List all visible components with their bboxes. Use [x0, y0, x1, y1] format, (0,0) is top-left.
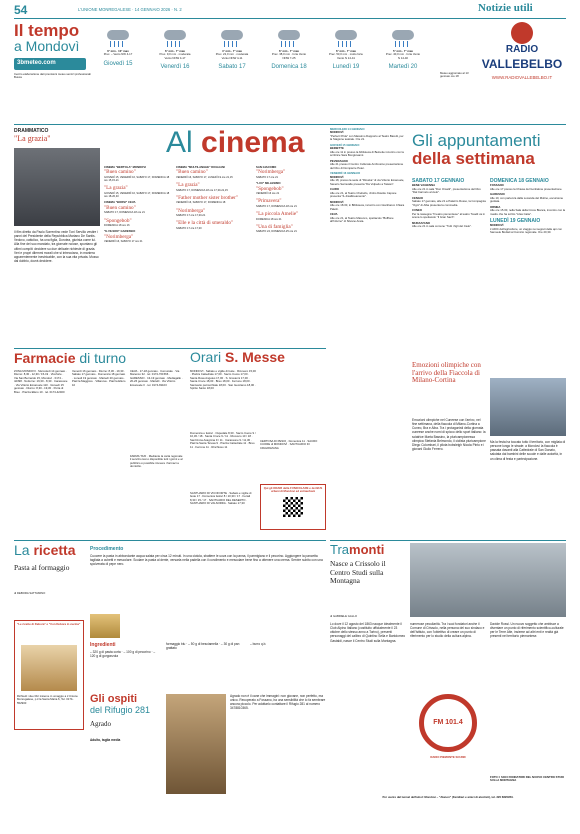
header-rule	[14, 18, 566, 19]
masses-col-a: MONDOVÌ · Sabato e vigilie di feste · Ricovero 15,00 · Piazza Cattedrale 17,00 · Sacro Cuore 17,00 · Santa Rosa Angeles 17,00 · S. Giovanni 17,00 · Santa Croce 18,00 · Breo 18,00 · Ferrone 18,00 · Santuario parrocchiale 18,00 · San Gerolamo 18,00 · Spirito Santo 18,00	[190, 370, 256, 391]
paper-line: L'UNIONE MONREGALESE · 14 GENNAIO 2026 · N. 2	[78, 7, 182, 12]
weather-title-b: a Mondovì	[14, 38, 80, 54]
radio-vallebelbo-ad	[478, 22, 566, 90]
tramonti-headline: Nasce a Crissolo il Centro Studi sulla Montagna	[330, 559, 386, 586]
pharmacies-title: Farmacie di turno	[14, 350, 127, 366]
weather-day-3: 4° min · 7° max Prec. 22,0 mm · moderata Vento NNW 4-11 Sabato 17	[214, 24, 250, 116]
rifugio-title: Gli ospiti del Rifugio 281 Agrado Adulto, taglia media	[90, 693, 151, 743]
tramonti-photo	[410, 543, 566, 617]
weather-title-a: Il tempo	[14, 21, 80, 40]
events-title: Gli appuntamenti della settimana	[412, 131, 541, 168]
film-item: "Una di famiglia" SABATO 24, DOMENICA 25 ore 21	[256, 223, 297, 234]
masses-col-c: SANTUARIO DI VICOFORTE · Sabato e vigilie di feste 17 · Domenica festivi 8 / 10,30 / 17 · Feriali 8,30 / 15 / 17 · SANTUARIO DEL DESERTO · SANTUARIO DI VALSORDA · Sabato 17,30	[190, 492, 252, 506]
rain-cloud-icon	[333, 26, 359, 48]
page-header	[0, 0, 580, 18]
recipe-book-box: "Le ricette di Debora" e "Con Debora in cucina" Richiedi i due libri insieme in omaggio a L'Unione Monregalese, p.zza Santa Maria 6, Tel. 0174-552900	[14, 620, 84, 730]
olympics-text-a: Emozioni olimpiche nel Cuneese con l'arrivo, nel fine settimana, della fiaccola di Milano-Cortina a Cuneo, Bra e Alba. Tra i protagonisti della giornata cuneese anche nomi di spicco dello sport italiano: la sciatrice Marta Bassino, la pluricampionessa olimpica Stefania Belmondo, il ciclista pluricampione Diego Colombari, il pilota bobsleigh Nicola Pinto e i giovani Giulio Ferrero.	[412, 418, 486, 452]
weather-update-note: Meteo aggiornato al 13 gennaio ore 18	[440, 71, 469, 79]
events-col-2: SABATO 17 GENNAIO BENE VAGIENNA Alle ore 21 in sala "Don Orsatti", presentazione del libro "Dal Carmelo al cielo". CENGIO Sabato 17 gennaio, alle 21 a Palazzo Rosso, la Compagnia "Ogni" di Alba presenta la commedia. CUNEO Per la rassegna "Il teatro piemontese" al teatro Toselli va in scena lo spettacolo "Il Gran Sach". MURAZZANO Alle ore 21 in sala comune "Tutti i figli del Cielo".	[412, 178, 486, 229]
pharmacies-col-b: Venerdì 16 gennaio · Diurno: 8,30 - 19,30 · Sabato 17 gennaio · Domenica 18 gennaio · Lunedì 19 gennaio · Martedì 20 gennaio · Piazza Maggiore · Villanova · Piazza Ellero 10	[72, 370, 126, 387]
recipe-dish: Pasta al formaggio	[14, 563, 70, 572]
tramonti-rule	[330, 540, 566, 541]
book-cover-photo	[21, 645, 77, 691]
drama-kicker: DRAMMATICO	[14, 128, 49, 134]
ingredients-c: – burro q.b.	[250, 642, 267, 646]
qr-code-icon	[283, 497, 303, 517]
rain-cloud-icon	[105, 26, 131, 48]
alanon-note: Per uscire dal tunnel dell'alcol: Mondovì – "Alanon" (Familiari e amici di alcolisti), tel. 320 6820953.	[382, 795, 514, 799]
procedure-title: Procedimento	[90, 546, 124, 552]
ingredients-b: formaggio blu · – 50 g di besciamella · – 30 g di pan grattato	[166, 642, 240, 651]
pharmacies-col-a: ZONA MONDOVÌ · Mercoledì 14 gennaio · Diurno: 8,30 - 12,30 / 15-19 · Vicoforte · Via San Bernardo 15, Mondovì · 0174 - 42398 · Notturno: 19,30 - 8,30 · Carassone · Via Vittorio Emanuele 110 · Giovedì 15 gennaio · Diurno: 8,30 - 19,30 · Porta di Breo · Piazza Ellero 10 · tel. 0174-42460	[14, 370, 68, 394]
recipe-rule	[14, 540, 326, 541]
film-item: "Father mother sister brother" VENERDÌ 16, SABATO 17, DOMENICA 18	[176, 194, 239, 205]
tramonti-byline: di GABRIELE GALLO	[330, 614, 358, 618]
weather-day-6: 5° min · 7° max Prec. 40,0 mm · forte Vento N 14-40 Martedì 20	[385, 24, 421, 116]
weather-day-5: 6° min · 7° max Prec. 53,0 mm · molto forte Vento N 14-41 Lunedì 19	[328, 24, 364, 116]
film-item: "La piccola Amelie" DOMENICA 18 ore 21	[256, 211, 299, 221]
recipe-author: di DEBORA SATTAMINO	[14, 591, 46, 595]
events-col-1: MERCOLEDÌ 14 GENNAIO MONDOVÌ "Perfect Pride" con Massimo Dapporto al Teatro Baretti, per la Stagione teatrale. Ore 21. GIOVEDÌ 15 GENNAIO BEINETTE Alle ore 11 in presso la biblioteca di Beinette incontro con la scrittrice Sara Bongiovanni. PEVERAGNO Alle 21 presso il Centro Culturale Ambrosino presentazione del libro di Dompierre Peter. VENERDÌ 16 GENNAIO MONDOVÌ Alle 18, presso la sede di "Rinalva" di via Vittorio Emanuele, Saverio Serravalle presenta "Da Volpedo a Taiwan". CAIRO Alle ore 21, al Teatro Chebello, Jimbo Davide Capone presenta "IL disallineamento". MONDOVÌ Alle ore 18.30, in Biblioteca, incontro con Gianfranco Chiara Paletti. CEVA Alle ore 21, al Teatro Marenco, spettacolo "Bufflone all'Inferno" di Silvano Arata.	[330, 128, 405, 224]
cinema-col-2: CINEMA "MULTILANGHE" DOGLIANI "Buen camino" VENERDÌ 16, SABATO 17, LUNEDÌ 19 ore 21,15 "La grazia" SABATO 17, DOMENICA 18 ore 17,30-21,15 "Father mother sister brother" VENERDÌ 16, SABATO 17, DOMENICA 18 "Norimberga" SABATO 17 ore 17,30-21 "Elle e la città di smeraldo" SABATO 17 ore 17,30	[176, 166, 252, 346]
olympics-photo	[490, 378, 566, 436]
film-item: "Buen camino" VENERDÌ 16, SABATO 17, LUNEDÌ 19 ore 21,15	[176, 169, 233, 179]
bus-box[interactable]: Qui gli ORARI della FUNICOLARE e dei BUS urbani di Mondovì ed extraurbani	[260, 484, 326, 530]
masses-title: Orari S. Messe	[190, 349, 285, 365]
drama-text: Il film diretto da Paolo Sorrentino vede Toni Servillo vestire i panni del Presidente della Repubblica Mariano De Santis. Vedovo, cattolico, ha una figlia, Dorotea, giurista come lui. Alla fine del suo mandato, tra giornate noiose, spuntano gli ultimi compiti: decidere su due delicate richieste di grazia. Veri e propri dilemmi morali che si intrecciano, in maniera apparentemente inestricabile, con la sua vita privata. Mosso dal dubbio, dovrà decidere.	[14, 230, 99, 264]
film-item: "Norimberga" SABATO 17 ore 21	[256, 169, 286, 179]
rain-cloud-icon	[219, 26, 245, 48]
weather-note: Centro elaborazione dati previsioni meteo servizi professionali Busca	[14, 71, 91, 80]
weather-title	[14, 22, 94, 80]
olympics-text-b: Ma la festa ha toccato tutto il territorio, con migliaia di persone lungo le strade: a Mondovì la fiaccola è passata davanti alla Cattedrale di San Donato, salutata dai bambini delle scuole e dalle autorità, in un clima di festa e partecipazione.	[490, 440, 566, 461]
cinema-title: Al cinema	[166, 126, 305, 159]
weather-site: 3bmeteo.com	[14, 58, 86, 70]
film-item: "Spongebob" VENERDÌ 16 ore 21	[256, 185, 284, 196]
weather-day-1: 6° min · 10° max Prec. – Vento NW 4-17 Giovedì 15	[100, 24, 136, 116]
masses-col-b: Domenica e festivi · Ospedale 8,30 · Sacro Cuore 9 / 10,30 / 18 · Santa Croce 9 / 11 · Ricovero 10 / 18 · Sant'Anna Avagnina 9 / 11 · Carassone 9 / 11,30 · Piazza Santa Teresa 9 · Piazza Cattedrale 11 · Breo 11 · Ferrone 11 · Rinchiuso 11	[190, 432, 256, 449]
ingredients-title: Ingredienti	[90, 642, 116, 648]
film-item: "Elle e la città di smeraldo" SABATO 17 ore 17,30	[176, 220, 234, 230]
film-item: "La grazia" SABATO 17, DOMENICA 18 ore 17,30-21,15	[176, 182, 228, 192]
pharmacies-col-d: FARMA TAXI · Mediante la carta regionale il servizio taxi è disponibile tutti i giorni e al pubblico è possibile ricevere i farmaci a domicilio.	[130, 455, 183, 469]
radio-url[interactable]: WWW.RADIOVALLEBELBO.IT	[491, 74, 553, 80]
tramonti-text-b: numerose peculiarità. Tra i suoi fondatori anche il Comune di Crissolo, nella persona del suo sindaco e dell'Istituto, con l'obiettivo di creare un punto di riferimento per lo studio della cultura alpina.	[410, 622, 485, 639]
film-item: "Buen camino" SABATO 17, DOMENICA 18 ore 21	[104, 204, 145, 215]
film-item: "Primavera" SABATO 17, DOMENICA 18 ore 21	[256, 198, 297, 208]
film-item: "Buen camino" GIOVEDÌ 15, VENERDÌ 16, SABATO 17, DOMENICA 18 ore 15,15-21	[104, 169, 170, 183]
radio-name-a: RADIO	[505, 44, 539, 55]
section-name: Notizie utili	[478, 2, 533, 14]
radio-piemonte-ad: FM 101.4 RADIO PIEMONTE SOUND	[410, 690, 486, 790]
weather-day-2: 6° min · 7° max Prec. 9,0 mm · moderata Vento NNW 4-17 Venerdì 16	[157, 24, 193, 116]
cinema-col-1: CINEMA "BERTOLA" MONDOVÌ "Buen camino" GIOVEDÌ 15, VENERDÌ 16, SABATO 17, DOMENICA 18 ore 15,15-21 "La grazia" GIOVEDÌ 15, VENERDÌ 16, SABATO 17, DOMENICA 18 ore 18-20,40 CINEMA "BORSI" CEVA "Buen camino" SABATO 17, DOMENICA 18 ore 21 "Spongebob" DOMENICA 18 ore 16 "E.VILSON" GARESSIO "Norimberga" VENERDÌ 16, SABATO 17 ore 21	[104, 166, 170, 244]
pharmacies-col-c: CEVA · 17-18 gennaio · Comunale · Via Marenco 32 · tel. 0174-701566 · GARESSIO · 13-19 gennaio · Mediagallo · 20-26 gennaio · Martelli · Via Vittorio Emanuele II · tel. 0174-81103	[130, 370, 183, 387]
weather-day-4: 6° min · 7° max Prec. 38,0 mm · forte Vento NNW 7-25 Domenica 18	[271, 24, 307, 116]
tramonti-title: Tramonti	[330, 542, 385, 557]
rain-cloud-icon	[162, 26, 188, 48]
film-item: "Norimberga" VENERDÌ 16, SABATO 17 ore 21	[104, 233, 143, 244]
cinema-col-3: SAN GIACOMO "Norimberga" SABATO 17 ore 21 "LUX" MILLESIMO "Spongebob" VENERDÌ 16 ore 21 "Primavera" SABATO 17, DOMENICA 18 ore 21 "La piccola Amelie" DOMENICA 18 ore 21 "Una di famiglia" SABATO 24, DOMENICA 25 ore 21	[256, 166, 326, 346]
ingredients-a: – 320 g di pasta corta · – 100 g di pecorino · – 120 g di gorgonzola	[90, 650, 156, 659]
procedure-text: Cuocere la pasta in abbondante acqua salata per circa 12 minuti. In una ciotola, sbattere le uova con la panna, il parmigiano e il pecorino. Aggiungere la pancetta tagliata a cubetti e mescolare. Scolare la pasta al dente, versarla nella padella con il condimento e mescolare bene fino a ottenere una crema. Servire subito con una spolverata di pepe nero.	[90, 554, 323, 567]
recipe-title: La ricetta	[14, 542, 76, 558]
tramonti-text-c: Davide Rossi. Un nuovo soggetto che ambisce a diventare un punto di riferimento scientifico-culturale per le Terre Alte, insieme ad altri enti e realtà già presenti nel territorio piemontese.	[490, 622, 564, 639]
rain-cloud-icon	[390, 26, 416, 48]
tramonti-footer: FOTO: I SOCI FONDATORI DEL NUOVO CENTRO STUDI SULLA MONTAGNA	[490, 775, 565, 783]
radio-logo-icon	[511, 22, 533, 44]
tramonti-text-a: Lo dove il 12 agosto del 1863 nacque idealmente il Club Alpino Italiano (costituito ufficialmente il 23 ottobre dello stesso anno a Torino), presenti personaggi del calibro di Quintino Sella e Bartolomeo Gastaldi, nasce il Centro Studi sulla Montagna.	[330, 622, 406, 643]
film-item: "Norimberga" SABATO 17 ore 17,30-21	[176, 207, 206, 218]
rifugio-dog-photo	[166, 694, 226, 794]
radio-piemonte-logo-icon: FM 101.4	[419, 694, 477, 752]
drama-title: "La grazia"	[14, 134, 51, 144]
page-number: 54	[14, 3, 28, 17]
weather-rule	[14, 124, 566, 125]
rifugio-text: Agrado non è il cane che immagini: non giovane, non perfetto, ma unico. Recuperato a Fossano, ha una sensibilità che lo fa sembrare ancora piccolo. Per adottarlo contattare il Rifugio 281 al numero 3478810365.	[230, 694, 326, 711]
olympics-title: Emozioni olimpiche con l'arrivo della Fiaccola di Milano-Cortina	[412, 361, 481, 385]
radio-name-b: VALLEBELBO	[481, 56, 563, 71]
film-item: "La grazia" GIOVEDÌ 15, VENERDÌ 16, SABATO 17, DOMENICA 18 ore 18-20,40	[104, 185, 170, 199]
events-col-3: DOMENICA 18 GENNAIO FOSSANO Alle ore 17 presso la Chiesa del Gonfalone presentazione. GARESSIO Alle 10, con partenza dalla Locanda del Mulino, escursione guidata. ORMEA Alle ore 15.30, nella Sala della Croce Bianca, incontro con la madre che ha scritto "Lilas Catie". LUNEDÌ 19 GENNAIO MONDOVÌ L'ADIC dell'agricoltore, un viaggio nei segreti delle api con Samuele Bodiati al Comicio regionale. Ore 20,30.	[490, 178, 566, 235]
recipe-photo	[90, 614, 120, 638]
film-item: "Spongebob" DOMENICA 18 ore 16	[104, 217, 132, 228]
rain-cloud-icon	[276, 26, 302, 48]
masses-col-d: CERTOSA DI PESIO · Domenica 11 · SACRO CUORE di MONDOVÌ · SANTUARIO DI CRAVANZANA	[260, 440, 318, 450]
drama-block	[14, 128, 100, 343]
drama-photo	[14, 148, 100, 226]
